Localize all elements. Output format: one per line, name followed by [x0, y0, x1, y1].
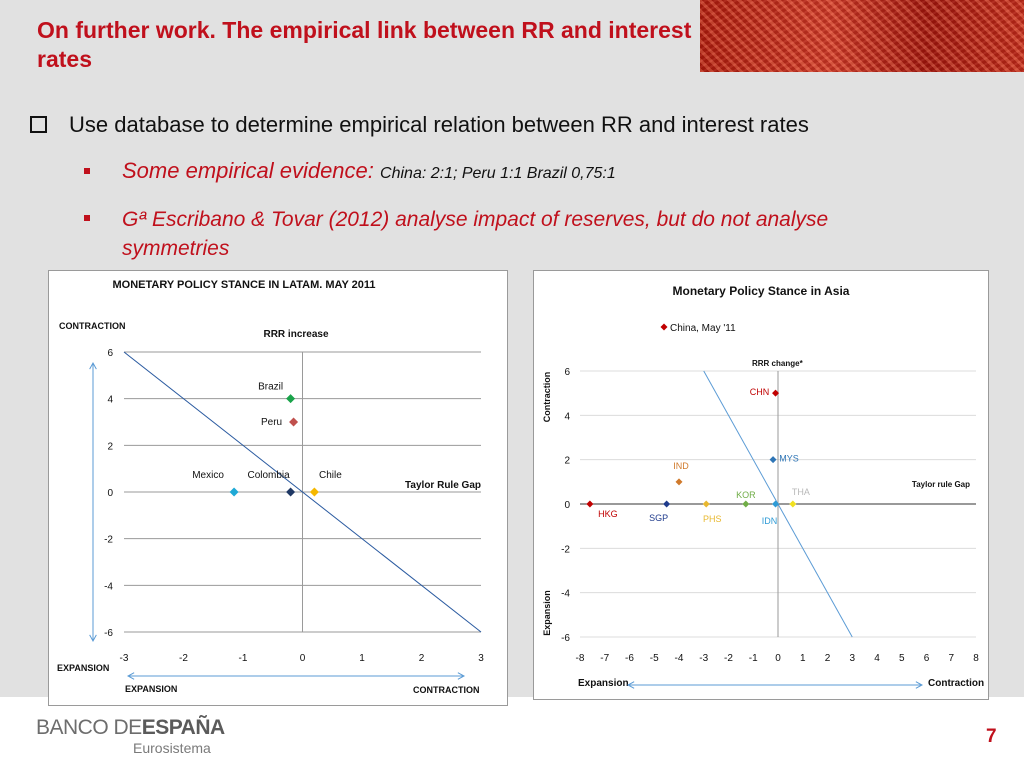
latam-x-tick-label: 1: [359, 653, 365, 664]
asia-y-tick-label: -6: [561, 633, 570, 644]
latam-point-label: Chile: [319, 470, 342, 481]
latam-point-colombia: [286, 488, 295, 497]
logo-brand-light: BANCO DE: [36, 716, 142, 739]
latam-y-tick-label: 6: [107, 348, 113, 359]
asia-y-tick-label: -4: [561, 588, 570, 600]
asia-point-kor: [742, 501, 749, 508]
logo-subtitle: Eurosistema: [133, 740, 211, 756]
asia-legend-label: China, May '11: [670, 323, 736, 334]
asia-x-tick-label: -7: [600, 653, 610, 664]
sub-bullet-evidence-italic: Some empirical evidence:: [122, 158, 374, 183]
asia-y-tick-label: 6: [564, 367, 570, 378]
asia-y-tick-label: 4: [564, 411, 570, 423]
asia-x-tick-label: 2: [824, 653, 831, 664]
latam-x-tick-label: 2: [418, 653, 425, 664]
latam-point-peru: [289, 418, 298, 427]
asia-point-mys: [770, 456, 777, 463]
asia-point-label: IND: [673, 460, 689, 471]
asia-x-tick-label: 7: [948, 653, 955, 664]
latam-point-mexico: [230, 488, 239, 497]
latam-x-axis-title: Taylor Rule Gap: [405, 480, 481, 491]
asia-x-axis-title: Taylor rule Gap: [911, 480, 970, 489]
main-bullet: [30, 112, 809, 138]
asia-chart: [534, 271, 988, 699]
logo-brand-bold: ESPAÑA: [141, 716, 225, 739]
latam-y-tick-label: 4: [107, 394, 113, 406]
asia-point-label: SGP: [649, 513, 669, 523]
sub-bullet-reference-text: Gª Escribano & Tovar (2012) analyse impact of reserves, but do not analyse symmetries: [122, 208, 829, 260]
latam-chart-panel: [48, 270, 508, 706]
asia-x-tick-label: -8: [575, 653, 585, 664]
banco-de-espana-logo: [36, 716, 225, 756]
latam-point-label: Peru: [261, 417, 283, 428]
asia-point-tha: [789, 501, 796, 508]
asia-point-label: KOR: [736, 490, 756, 500]
latam-y-axis-title: RRR increase: [263, 329, 329, 340]
asia-y-axis-title: RRR change*: [752, 359, 803, 368]
latam-bottom-x-left-label: EXPANSION: [125, 684, 178, 694]
latam-bottom-x-right-label: CONTRACTION: [413, 685, 480, 695]
latam-point-label: Mexico: [192, 470, 224, 481]
latam-y-tick-label: -4: [104, 581, 113, 593]
latam-y-tick-label: 2: [107, 441, 113, 453]
asia-point-label: THA: [791, 487, 810, 497]
asia-bottom-x-left-label: Expansion: [578, 678, 629, 689]
asia-y-label-top: Contraction: [542, 371, 552, 423]
asia-point-label: IDN: [761, 516, 778, 526]
latam-x-tick-label: -3: [119, 653, 129, 664]
asia-x-tick-label: 0: [775, 653, 781, 664]
sub-bullet-evidence-ratios: China: 2:1; Peru 1:1 Brazil 0,75:1: [380, 165, 616, 182]
asia-bottom-x-right-label: Contraction: [928, 678, 985, 689]
asia-point-phs: [703, 501, 710, 508]
asia-x-tick-label: -3: [699, 653, 709, 664]
page-number: 7: [986, 726, 997, 747]
asia-point-label: CHN: [749, 387, 770, 398]
asia-x-tick-label: -4: [674, 653, 684, 664]
asia-legend-marker: [661, 324, 668, 331]
latam-y-tick-label: 0: [107, 488, 113, 499]
latam-x-tick-label: 3: [478, 653, 484, 664]
latam-bottom-left-label: EXPANSION: [57, 663, 110, 673]
asia-chart-title: Monetary Policy Stance in Asia: [672, 284, 850, 298]
asia-x-tick-label: -2: [724, 653, 733, 664]
latam-point-label: Colombia: [247, 470, 290, 481]
latam-x-tick-label: 0: [299, 653, 306, 664]
asia-y-label-bottom: Expansion: [542, 590, 552, 636]
square-bullet-icon: [84, 215, 90, 221]
header-flag-image: [700, 0, 1024, 72]
asia-x-tick-label: 6: [923, 653, 930, 664]
asia-point-label: HKG: [598, 509, 618, 519]
latam-point-label: Brazil: [258, 381, 284, 393]
latam-x-tick-label: -2: [179, 653, 188, 664]
asia-x-tick-label: -6: [625, 653, 634, 664]
asia-chart-panel: [533, 270, 989, 700]
main-bullet-text: Use database to determine empirical relation between RR and interest rates: [69, 112, 809, 137]
latam-point-brazil: [286, 394, 295, 403]
asia-x-tick-label: 8: [973, 653, 979, 664]
square-bullet-icon: [84, 168, 90, 174]
asia-y-tick-label: 0: [564, 500, 570, 511]
asia-point-label: MYS: [779, 453, 799, 464]
asia-y-tick-label: 2: [564, 455, 570, 467]
asia-x-tick-label: 1: [799, 653, 806, 664]
asia-x-tick-label: 5: [898, 653, 905, 664]
asia-y-tick-label: -2: [561, 544, 570, 556]
asia-x-tick-label: 4: [874, 653, 880, 664]
latam-top-left-label: CONTRACTION: [59, 321, 126, 331]
latam-x-tick-label: -1: [238, 653, 248, 664]
slide-title: On further work. The empirical link between RR and interest rates: [37, 17, 692, 72]
latam-y-tick-label: -6: [104, 628, 113, 639]
latam-y-tick-label: -2: [104, 534, 113, 546]
checkbox-bullet-icon: [30, 116, 47, 133]
asia-point-label: PHS: [702, 514, 722, 524]
latam-chart-title: MONETARY POLICY STANCE IN LATAM. MAY 2011: [112, 279, 376, 291]
asia-point-hkg: [586, 501, 593, 508]
asia-point-sgp: [663, 501, 670, 508]
asia-x-tick-label: -5: [649, 653, 659, 664]
asia-point-ind: [676, 478, 683, 485]
asia-x-tick-label: -1: [748, 653, 758, 664]
asia-x-tick-label: 3: [849, 653, 856, 664]
latam-point-chile: [310, 488, 319, 497]
latam-chart: [49, 271, 507, 705]
